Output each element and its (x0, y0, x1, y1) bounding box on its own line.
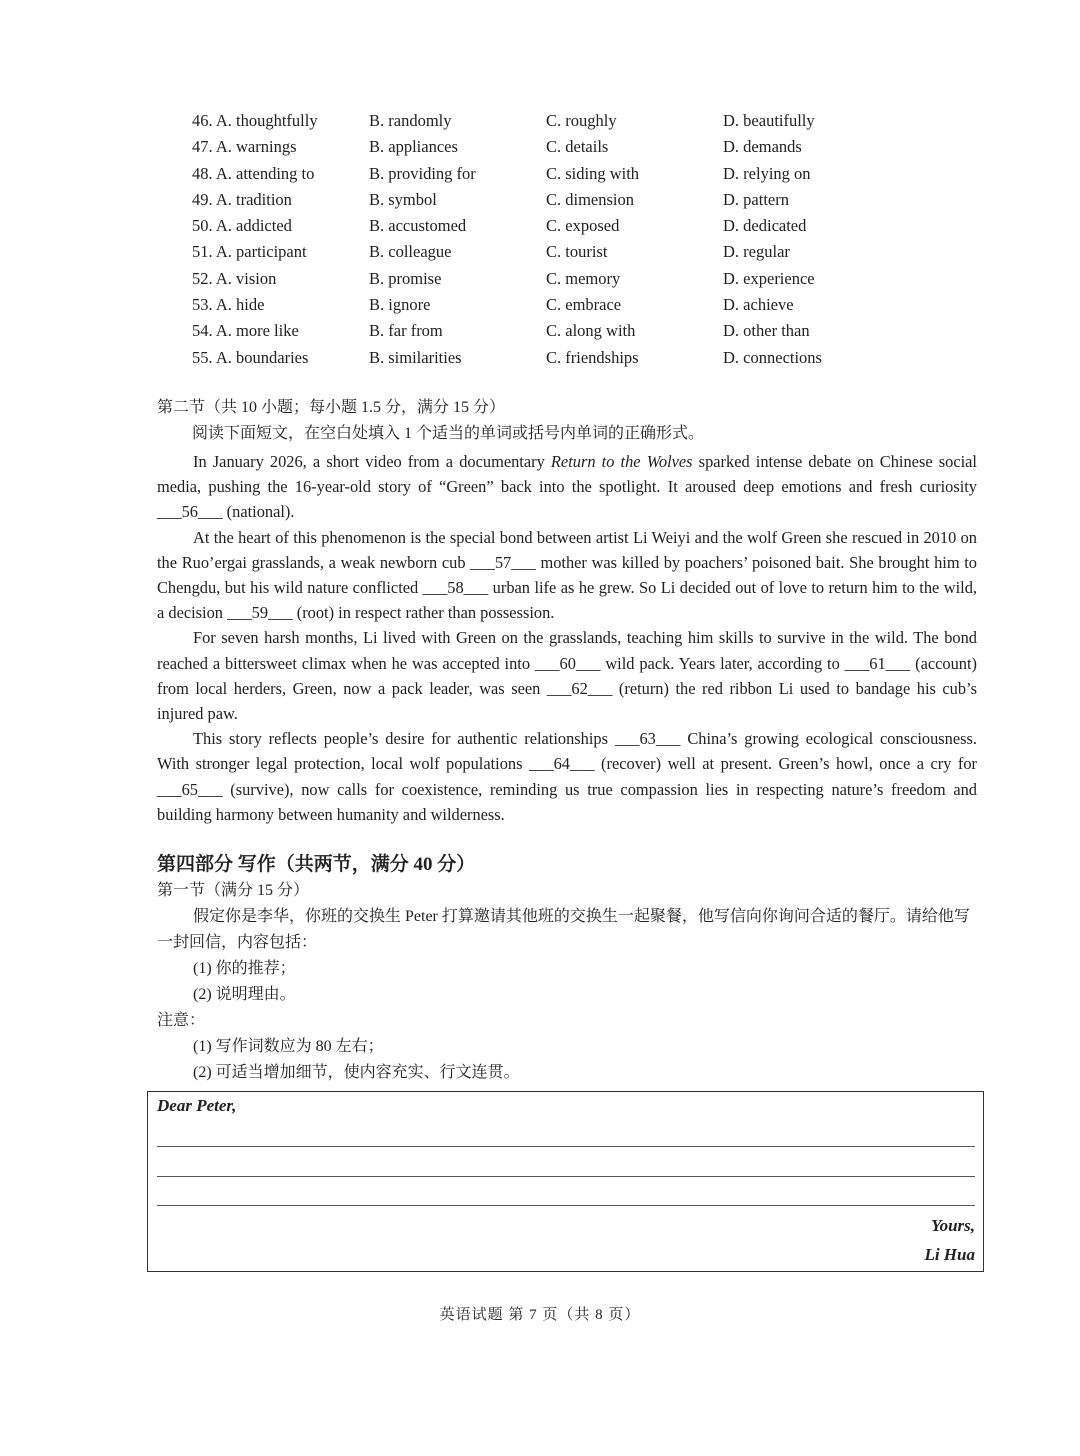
option-b: B. symbol (369, 189, 437, 209)
blank-63: ___63___ (614, 729, 681, 749)
p2-text-a: At the heart of this phenomenon is the special bond between artist Li Weiyi and the wolf Green she rescued in 2010 on the Ruo’ergai grasslands, a weak newborn cub (157, 527, 977, 572)
passage-paragraph-3 (157, 625, 977, 726)
option-c: C. siding with (546, 163, 640, 183)
option-d: D. regular (723, 242, 790, 262)
p3-text-a: For seven harsh months, Li lived with Green on the grasslands, teaching him skills to survive in the wild. The bond reached a bittersweet climax when he was accepted into (157, 628, 977, 673)
option-d: D. beautifully (723, 111, 815, 130)
option-row (192, 292, 822, 318)
p3-text-c: (account) from local herders, Green, now a pack leader, was seen (157, 653, 977, 698)
option-d: D. relying on (723, 163, 811, 183)
option-b: B. randomly (369, 111, 452, 130)
p1-text-c: (national). (222, 502, 295, 522)
letter-closing: Yours, (931, 1216, 975, 1235)
blank-61: ___61___ (844, 653, 911, 673)
section2-instruction: 阅读下面短文，在空白处填入 1 个适当的单词或括号内单词的正确形式。 (192, 425, 705, 442)
writing-item-2: (2) 说明理由。 (193, 986, 296, 1003)
option-row (192, 187, 822, 213)
option-b: B. promise (369, 268, 442, 288)
answer-box[interactable] (147, 1091, 984, 1272)
option-b: B. colleague (369, 242, 452, 262)
p4-text-a: This story reflects people’s desire for authentic relationships (193, 729, 615, 749)
blank-64: ___64___ (529, 754, 595, 774)
writing-section1-heading: 第一节（满分 15 分） (157, 882, 310, 899)
option-b: B. appliances (369, 137, 458, 157)
p4-text-d: (survive), now calls for coexistence, reminding us true compassion lies in respecting nature’s freedom and building harmony between humanity and wilderness. (157, 779, 977, 824)
option-c: C. memory (546, 268, 621, 288)
options-table (192, 108, 822, 371)
answer-line[interactable] (157, 1176, 975, 1177)
blank-59: ___59___ (227, 603, 293, 623)
option-c: C. embrace (546, 295, 622, 315)
option-b: B. similarities (369, 347, 462, 367)
answer-line[interactable] (157, 1205, 975, 1206)
writing-item-1: (1) 你的推荐； (193, 960, 296, 977)
option-b: B. ignore (369, 295, 431, 315)
option-d: D. connections (723, 347, 822, 367)
option-c: C. friendships (546, 347, 639, 367)
option-row (192, 318, 822, 344)
writing-prompt: 假定你是李华，你班的交换生 Peter 打算邀请其他班的交换生一起聚餐，他写信向你询问合适的餐厅。请给他写一封回信，内容包括： (157, 908, 970, 951)
passage-paragraph-1 (157, 449, 977, 525)
option-d: D. demands (723, 137, 802, 157)
option-d: D. experience (723, 268, 815, 288)
p1-text-a: In January 2026, a short video from a documentary (193, 452, 551, 471)
option-row (192, 239, 822, 265)
p4-text-b: China’s growing ecological consciousness. With stronger legal protection, local wolf populations (157, 729, 977, 774)
option-a: 51. A. participant (192, 242, 307, 262)
page-footer: 英语试题 第 7 页（共 8 页） (439, 1307, 641, 1323)
option-row (192, 266, 822, 292)
option-d: D. other than (723, 321, 810, 341)
note-1: (1) 写作词数应为 80 左右； (193, 1038, 384, 1055)
option-row (192, 345, 822, 371)
option-c: C. along with (546, 321, 636, 341)
option-b: B. accustomed (369, 216, 467, 236)
option-row (192, 108, 822, 134)
p2-text-c: urban life as he grew. So Li decided out of love to return him to the wild, a decision (157, 578, 977, 623)
section2-heading: 第二节（共 10 小题；每小题 1.5 分，满分 15 分） (157, 399, 506, 416)
blank-65: ___65___ (157, 779, 223, 799)
letter-greeting: Dear Peter, (157, 1096, 237, 1115)
passage-paragraph-4 (157, 726, 977, 827)
option-row (192, 213, 822, 239)
option-c: C. dimension (546, 189, 635, 209)
option-a: 55. A. boundaries (192, 347, 309, 367)
option-d: D. dedicated (723, 216, 807, 236)
option-c: C. roughly (546, 111, 617, 130)
grammar-passage (157, 449, 977, 827)
note-label: 注意： (157, 1012, 206, 1029)
option-a: 50. A. addicted (192, 216, 292, 236)
option-a: 46. A. thoughtfully (192, 111, 318, 130)
option-c: C. exposed (546, 216, 620, 236)
answer-line[interactable] (157, 1146, 975, 1147)
option-a: 53. A. hide (192, 295, 265, 315)
note-2: (2) 可适当增加细节，使内容充实、行文连贯。 (193, 1064, 520, 1081)
blank-62: ___62___ (546, 678, 613, 698)
part4-title: 第四部分 写作（共两节，满分 40 分） (157, 854, 476, 875)
option-row (192, 161, 822, 187)
blank-57: ___57___ (470, 552, 536, 572)
option-a: 52. A. vision (192, 268, 277, 288)
option-d: D. achieve (723, 295, 794, 315)
documentary-title: Return to the Wolves (550, 452, 693, 471)
p4-text-c: (recover) well at present. Green’s howl, once a cry for (594, 754, 978, 774)
p2-text-d: (root) in respect rather than possession. (292, 603, 555, 623)
writing-prompt-block (157, 904, 977, 1086)
option-a: 54. A. more like (192, 321, 299, 341)
blank-56: ___56___ (157, 502, 223, 522)
option-b: B. far from (369, 321, 443, 341)
option-c: C. tourist (546, 242, 608, 262)
option-b: B. providing for (369, 163, 476, 183)
blank-58: ___58___ (422, 578, 489, 598)
passage-paragraph-2 (157, 525, 977, 626)
blank-60: ___60___ (534, 653, 601, 673)
letter-signature: Li Hua (924, 1245, 975, 1264)
p2-text-b: mother was killed by poachers’ poisoned bait. She brought him to Chengdu, but his wild nature conflicted (157, 552, 977, 598)
option-c: C. details (546, 137, 609, 157)
option-a: 49. A. tradition (192, 189, 292, 209)
p1-text-b: sparked intense debate on Chinese social media, pushing the 16-year-old story of “Green” back into the spotlight. It aroused deep emotions and fresh curiosity (157, 452, 977, 497)
option-a: 48. A. attending to (192, 163, 315, 183)
option-d: D. pattern (723, 189, 789, 209)
p3-text-b: wild pack. Years later, according to (600, 653, 845, 673)
option-row (192, 134, 822, 160)
p3-text-d: (return) the red ribbon Li used to bandage his cub’s injured paw. (157, 678, 977, 724)
option-a: 47. A. warnings (192, 137, 297, 157)
